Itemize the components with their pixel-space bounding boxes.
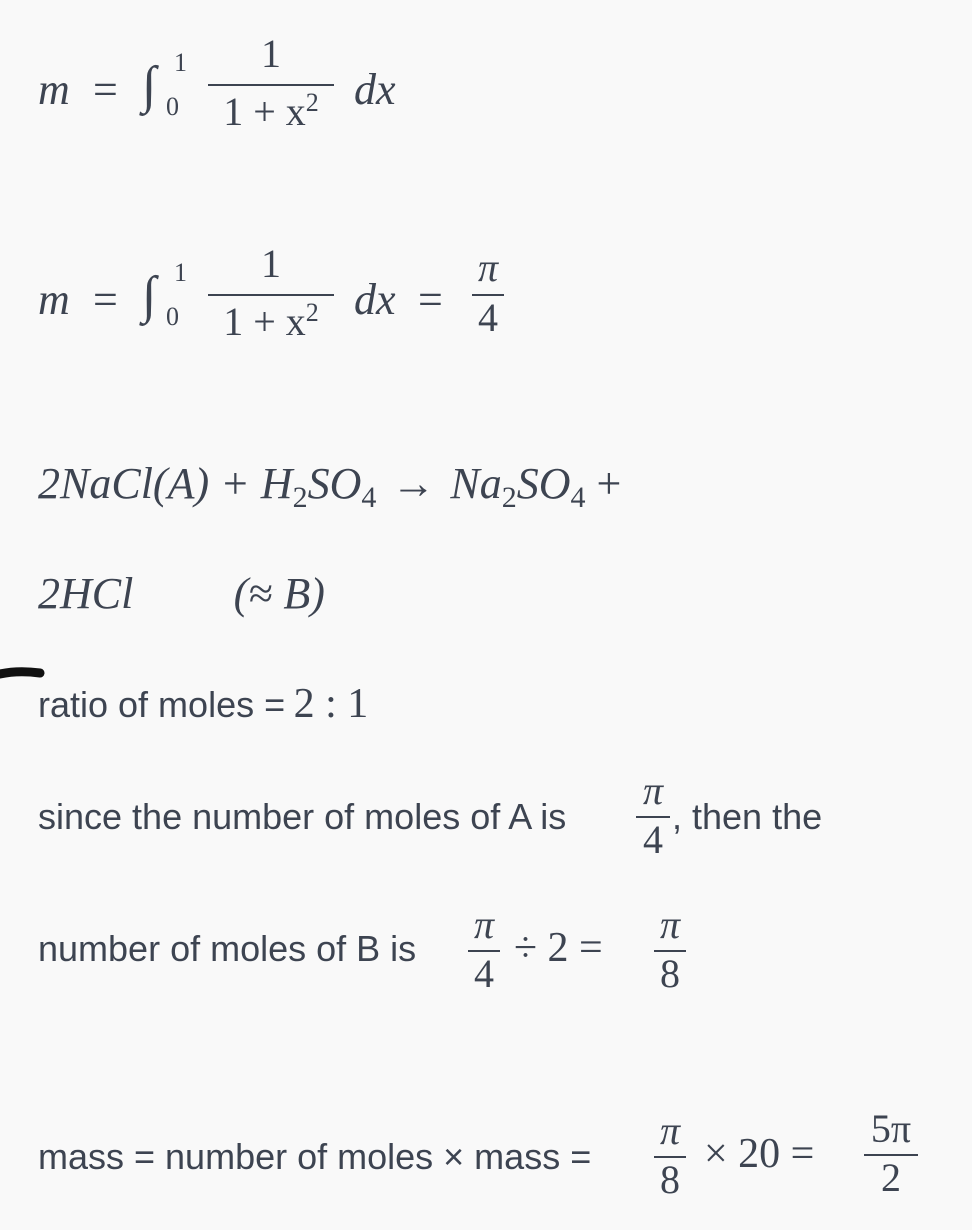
- eq2-equals: =: [93, 275, 118, 324]
- number-b-denominator-2: 8: [660, 950, 680, 996]
- reaction-text: SO: [307, 459, 362, 508]
- subscript: 2: [501, 481, 517, 514]
- reaction-reactants: 2NaCl(A) + H: [38, 459, 293, 508]
- eq2-numerator: 1: [261, 241, 281, 286]
- mass-denominator-2: 2: [881, 1154, 901, 1200]
- mass-text: mass = number of moles × mass =: [38, 1136, 592, 1177]
- since-line: [38, 770, 938, 870]
- number-b-denominator-1: 4: [474, 950, 494, 996]
- eq2-result-denominator: 4: [478, 294, 498, 340]
- since-fraction: [636, 770, 670, 862]
- ratio-value: 2 : 1: [293, 681, 369, 727]
- mass-operation: × 20 =: [704, 1131, 815, 1177]
- ratio-line: [38, 680, 368, 728]
- eq1-denominator: $1 + x^2$: [223, 87, 319, 134]
- reaction-products: Na: [450, 459, 502, 508]
- number-b-text: number of moles of B is: [38, 928, 417, 969]
- reaction-plus: +: [596, 459, 622, 508]
- eq1-upper-limit: 1: [174, 48, 187, 77]
- equation-1: [38, 30, 438, 150]
- number-b-fraction-1: [468, 904, 500, 996]
- eq2-lhs: m: [38, 275, 70, 324]
- reaction-hcl: 2HCl: [38, 569, 134, 618]
- reaction-text: SO: [516, 459, 571, 508]
- number-b-operation: ÷ 2 =: [514, 925, 603, 971]
- mass-line: [38, 1108, 958, 1218]
- eq2-result-numerator: π: [477, 245, 499, 290]
- mass-fraction-2: [864, 1108, 918, 1200]
- subscript: 4: [570, 481, 586, 514]
- reaction-line-1: [38, 458, 622, 514]
- subscript: 2: [292, 481, 308, 514]
- eq1-lhs: m: [38, 65, 70, 114]
- number-b-numerator-1: π: [473, 902, 495, 947]
- eq2-result-fraction: [472, 246, 504, 340]
- since-numerator: π: [642, 768, 664, 813]
- reaction-note: (≈ B): [233, 569, 325, 618]
- mass-fraction-1: [654, 1110, 686, 1202]
- eq1-lower-limit: 0: [166, 92, 179, 121]
- mass-numerator-2: 5π: [870, 1106, 912, 1151]
- eq2-dx: dx: [354, 275, 396, 324]
- eq2-fraction: [208, 240, 334, 351]
- ratio-label: ratio of moles =: [38, 684, 286, 725]
- reaction-arrow: →: [391, 459, 436, 508]
- eq1-numerator: 1: [261, 31, 281, 76]
- eq2-denominator: $1 + x^2$: [223, 297, 319, 344]
- since-text: since the number of moles of A is: [38, 796, 567, 837]
- number-b-numerator-2: π: [659, 902, 681, 947]
- eq2-equals-2: =: [418, 275, 443, 324]
- eq1-dx: dx: [354, 65, 396, 114]
- number-b-line: [38, 904, 938, 1004]
- mass-numerator-1: π: [659, 1108, 681, 1153]
- eq2-upper-limit: 1: [174, 258, 187, 287]
- eq2-lower-limit: 0: [166, 302, 179, 331]
- equation-2: [38, 240, 538, 360]
- integral-sign: ∫: [142, 57, 157, 114]
- integral-sign: ∫: [142, 267, 157, 324]
- since-denominator: 4: [643, 816, 663, 862]
- eq1-equals: =: [93, 65, 118, 114]
- reaction-line-2: [38, 568, 325, 619]
- number-b-fraction-2: [654, 904, 686, 996]
- since-text-after: , then the: [672, 796, 823, 837]
- eq1-fraction: [208, 30, 334, 141]
- subscript: 4: [361, 481, 377, 514]
- mass-denominator-1: 8: [660, 1156, 680, 1202]
